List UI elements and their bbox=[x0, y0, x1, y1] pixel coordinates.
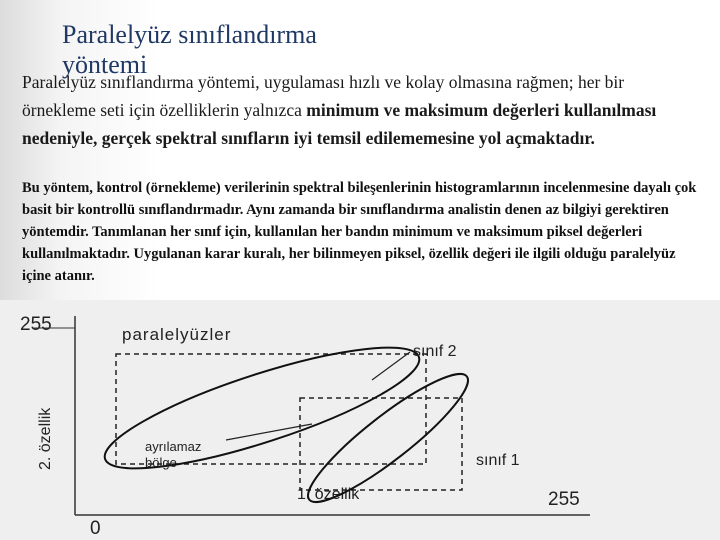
parallelepiped-diagram bbox=[0, 300, 720, 540]
intro-paragraph bbox=[22, 68, 702, 152]
overlap-label-line1: ayrılamaz bbox=[145, 439, 202, 454]
y-axis-label: 2. özellik bbox=[37, 407, 54, 470]
x-axis-label: 1. özellik bbox=[297, 486, 360, 503]
class1-label: sınıf 1 bbox=[476, 452, 520, 469]
overlap-label-line2: bölge bbox=[145, 455, 177, 470]
class1-box bbox=[300, 398, 462, 490]
detail-paragraph: Bu yöntem, kontrol (örnekleme) verilerinin spektral bileşenlerinin histogramlarının incelenmesine dayalı çok basit bir kontrollü sınıflandırmadır. Aynı zamanda bir sınıflandırma analistin denen az bilgiyi gerektiren yöntemdir. Tanımlanan her sınıf için, kullanılan her bandın minimum ve maksimum piksel değerleri kullanılmaktadır. Uygulanan karar kuralı, her bilinmeyen piksel, özellik değeri ile ilgili olduğu paralelyüz içine atanır. bbox=[22, 180, 697, 284]
slide-title-line1: Paralelyüz sınıflandırma bbox=[62, 20, 317, 49]
x-max-label: 255 bbox=[548, 489, 580, 510]
intro-text: Paralelyüz sınıflandırma yöntemi, uygulaması hızlı ve kolay olmasına rağmen; her bir örnekleme seti için özelliklerin yalnızca bbox=[22, 72, 625, 120]
origin-label: 0 bbox=[90, 518, 101, 539]
y-max-label: 255 bbox=[20, 314, 52, 335]
intro-emphasis: minimum ve maksimum değerleri kullanılması nedeniyle, gerçek spektral sınıfların iyi temsil edilememesine yol açmaktadır. bbox=[22, 100, 657, 148]
slide-title-line2: yöntemi bbox=[62, 50, 148, 79]
diagram-svg bbox=[0, 300, 720, 540]
box-label: paralelyüzler bbox=[122, 325, 232, 344]
class2-label: sınıf 2 bbox=[413, 343, 457, 360]
class2-pointer-line bbox=[372, 352, 410, 380]
